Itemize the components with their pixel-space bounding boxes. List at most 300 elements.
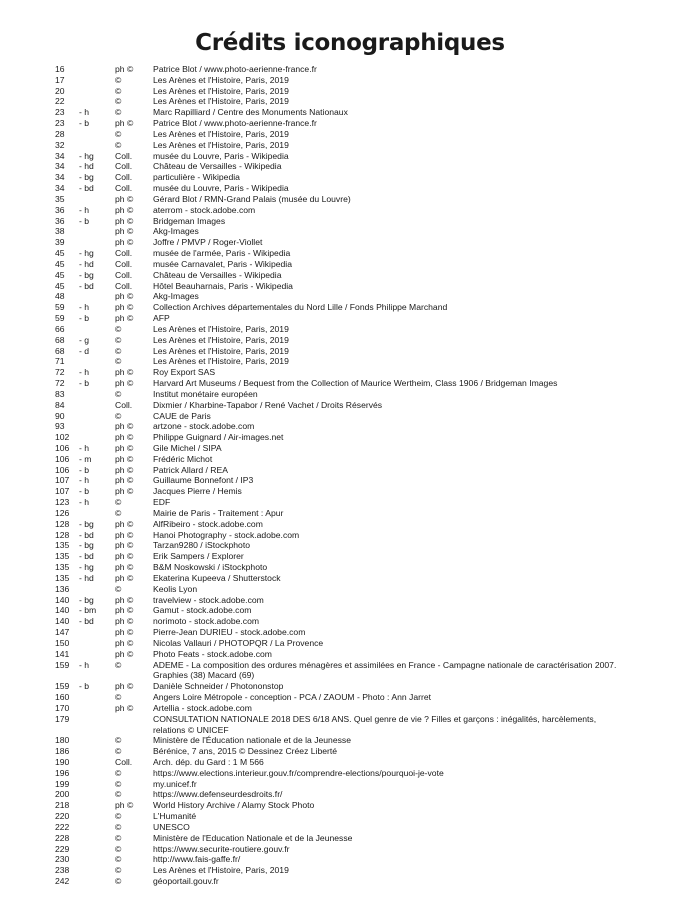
credit-page-number: 141: [55, 648, 70, 659]
credit-row: [55, 183, 655, 194]
credit-page-number: 48: [55, 291, 65, 302]
credit-type: ©: [115, 821, 122, 832]
credit-position: - m: [79, 453, 92, 464]
credit-type: ph ©: [115, 432, 134, 443]
credit-page-number: 35: [55, 193, 65, 204]
credit-source: Les Arènes et l'Histoire, Paris, 2019: [153, 85, 289, 96]
credit-page-number: 16: [55, 64, 65, 74]
credit-row: [55, 291, 655, 302]
credit-type: ph ©: [115, 237, 134, 248]
credit-row: [55, 118, 655, 129]
credit-source: artzone - stock.adobe.com: [153, 421, 255, 432]
credit-type: ©: [115, 659, 122, 670]
credit-type: Coll.: [115, 172, 133, 183]
credit-source: AFP: [153, 313, 170, 324]
credit-type: ph ©: [115, 594, 134, 605]
credit-type: ph ©: [115, 313, 134, 324]
credit-source: EDF: [153, 497, 171, 508]
credit-source: musée de l'armée, Paris - Wikipedia: [153, 248, 291, 259]
credit-source: Keolis Lyon: [153, 583, 198, 594]
credit-row: [55, 389, 655, 400]
credit-type: ph ©: [115, 421, 134, 432]
credit-source: Patrice Blot / www.photo-aerienne-france.fr: [153, 118, 317, 129]
credit-row: [55, 735, 655, 746]
credit-source: Hôtel Beauharnais, Paris - Wikipedia: [153, 280, 293, 291]
credit-row: [55, 627, 655, 638]
credit-row: [55, 605, 655, 616]
credit-row: [55, 281, 655, 292]
credit-source: Les Arènes et l'Histoire, Paris, 2019: [153, 345, 289, 356]
credit-row: [55, 411, 655, 422]
credit-type: ph ©: [115, 291, 134, 302]
credit-row: [55, 107, 655, 118]
credit-row: [55, 378, 655, 389]
credit-page-number: 140: [55, 594, 70, 605]
credit-row: [55, 335, 655, 346]
credit-type: ph ©: [115, 226, 134, 237]
credit-type: ph ©: [115, 302, 134, 313]
credit-type: Coll.: [115, 399, 133, 410]
credit-row: [55, 616, 655, 627]
credit-row: [55, 703, 655, 714]
credit-type: ©: [115, 692, 122, 703]
credit-row: [55, 237, 655, 248]
credit-source: Nicolas Vallauri / PHOTOPQR / La Provence: [153, 637, 324, 648]
credit-source: Joffre / PMVP / Roger-Viollet: [153, 237, 263, 248]
credit-type: ph ©: [115, 464, 134, 475]
credit-row: [55, 811, 655, 822]
credit-row: [55, 194, 655, 205]
credit-source: CAUE de Paris: [153, 410, 211, 421]
credit-source: https://www.defenseurdesdroits.fr/: [153, 789, 283, 800]
credit-page-number: 220: [55, 811, 70, 822]
credit-position: - hd: [79, 161, 94, 172]
credit-source: Institut monétaire européen: [153, 388, 258, 399]
credit-page-number: 123: [55, 497, 70, 508]
credit-type: ©: [115, 767, 122, 778]
credit-source: Frédéric Michot: [153, 453, 213, 464]
credit-position: - h: [79, 659, 90, 670]
credit-row: [55, 530, 655, 541]
credit-position: - b: [79, 681, 90, 692]
credit-page-number: 34: [55, 172, 65, 183]
credit-page-number: 34: [55, 150, 65, 161]
credit-source: musée du Louvre, Paris - Wikipedia: [153, 150, 289, 161]
credit-position: - b: [79, 378, 90, 389]
credit-row: [55, 779, 655, 790]
credit-type: Coll.: [115, 150, 133, 161]
credit-row: [55, 595, 655, 606]
credit-type: ph ©: [115, 572, 134, 583]
credit-source: Erik Sampers / Explorer: [153, 551, 244, 562]
credit-row: [55, 140, 655, 151]
credit-source: my.unicef.fr: [153, 778, 197, 789]
credit-page-number: 106: [55, 453, 70, 464]
credit-type: ©: [115, 74, 122, 85]
credit-source: Philippe Guignard / Air-images.net: [153, 432, 284, 443]
credit-page-number: 107: [55, 486, 70, 497]
credit-source: Dixmier / Kharbine-Tapabor / René Vachet / Droits Réservés: [153, 399, 383, 410]
credit-row: [55, 486, 655, 497]
credit-page-number: 126: [55, 507, 70, 518]
credit-source: musée du Louvre, Paris - Wikipedia: [153, 183, 289, 194]
credit-type: Coll.: [115, 269, 133, 280]
credit-page-number: 222: [55, 821, 70, 832]
credit-page-number: 59: [55, 313, 65, 324]
credit-source: https://www.securite-routiere.gouv.fr: [153, 843, 290, 854]
credit-page-number: 84: [55, 399, 65, 410]
credit-type: ©: [115, 507, 122, 518]
credit-row: [55, 540, 655, 551]
credit-source: Ministère de l'Éducation nationale et de la Jeunesse: [153, 735, 351, 746]
credit-source: Pierre-Jean DURIEU - stock.adobe.com: [153, 627, 306, 638]
credit-position: - h: [79, 367, 90, 378]
credit-row: [55, 421, 655, 432]
credit-source: Les Arènes et l'Histoire, Paris, 2019: [153, 323, 289, 334]
credit-type: Coll.: [115, 161, 133, 172]
credit-source: World History Archive / Alamy Stock Photo: [153, 800, 315, 811]
credit-row: [55, 757, 655, 768]
credit-source: Angers Loire Métropole - conception - PCA / ZAOUM - Photo : Ann Jarret: [153, 692, 431, 703]
credit-position: - hd: [79, 258, 94, 269]
credit-row: [55, 400, 655, 411]
credit-source: Les Arènes et l'Histoire, Paris, 2019: [153, 334, 289, 345]
credit-position: - bg: [79, 518, 94, 529]
credit-source: ADEME - La composition des ordures ménagères et assimilées en France - Campagne nationale de caractérisation 2007. Graphies (38) Macard (69): [153, 659, 617, 681]
credit-position: - hg: [79, 248, 94, 259]
credit-row: [55, 692, 655, 703]
credit-source: Hanoi Photography - stock.adobe.com: [153, 529, 300, 540]
credit-type: ph ©: [115, 215, 134, 226]
credit-page-number: 147: [55, 627, 70, 638]
credit-row: [55, 302, 655, 313]
credit-position: - b: [79, 486, 90, 497]
credit-type: ph ©: [115, 442, 134, 453]
credit-type: ph ©: [115, 637, 134, 648]
credit-type: ph ©: [115, 475, 134, 486]
credit-row: [55, 714, 655, 736]
credit-row: [55, 313, 655, 324]
credit-position: - h: [79, 204, 90, 215]
credit-position: - bd: [79, 280, 94, 291]
credit-type: ph ©: [115, 518, 134, 529]
credit-page-number: 102: [55, 432, 70, 443]
credit-position: - hg: [79, 150, 94, 161]
credit-page-number: 36: [55, 204, 65, 215]
credit-row: [55, 681, 655, 692]
credit-page-number: 106: [55, 442, 70, 453]
credit-row: [55, 226, 655, 237]
credit-source: Akg-Images: [153, 291, 199, 302]
credit-type: ph ©: [115, 800, 134, 811]
credit-type: ph ©: [115, 367, 134, 378]
credit-page-number: 218: [55, 800, 70, 811]
credit-row: [55, 96, 655, 107]
credit-page-number: 196: [55, 767, 70, 778]
credit-type: ph ©: [115, 616, 134, 627]
credit-row: [55, 562, 655, 573]
credit-source: Marc Rapilliard / Centre des Monuments Nationaux: [153, 107, 348, 118]
credit-source: Bridgeman Images: [153, 215, 226, 226]
credit-row: [55, 584, 655, 595]
credit-row: [55, 248, 655, 259]
credit-page-number: 135: [55, 572, 70, 583]
credit-position: - g: [79, 334, 90, 345]
credit-position: - hg: [79, 562, 94, 573]
credit-position: - bm: [79, 605, 97, 616]
credit-page-number: 38: [55, 226, 65, 237]
credit-type: ©: [115, 843, 122, 854]
credit-type: ph ©: [115, 529, 134, 540]
credit-type: ©: [115, 96, 122, 107]
credit-source: Harvard Art Museums / Bequest from the Collection of Maurice Wertheim, Class 1906 / Bridgeman Images: [153, 378, 558, 389]
credit-row: [55, 454, 655, 465]
credit-type: ph ©: [115, 64, 134, 74]
credit-page-number: 107: [55, 475, 70, 486]
credit-page-number: 68: [55, 345, 65, 356]
credit-page-number: 179: [55, 713, 70, 724]
credit-page-number: 72: [55, 378, 65, 389]
credit-row: [55, 259, 655, 270]
credit-page-number: 200: [55, 789, 70, 800]
credit-source: UNESCO: [153, 821, 190, 832]
credit-type: ©: [115, 865, 122, 876]
credit-source: Ministère de l'Education Nationale et de la Jeunesse: [153, 832, 353, 843]
credit-source: Patrick Allard / REA: [153, 464, 228, 475]
credit-position: - h: [79, 497, 90, 508]
credit-type: ph ©: [115, 627, 134, 638]
credit-type: ph ©: [115, 562, 134, 573]
credit-page-number: 186: [55, 746, 70, 757]
credit-page-number: 20: [55, 85, 65, 96]
credit-row: [55, 356, 655, 367]
credit-row: [55, 638, 655, 649]
credit-position: - d: [79, 345, 90, 356]
credit-position: - bg: [79, 540, 94, 551]
credit-position: - bg: [79, 172, 94, 183]
credit-row: [55, 844, 655, 855]
credit-page-number: 230: [55, 854, 70, 865]
credit-page-number: 34: [55, 183, 65, 194]
credit-row: [55, 367, 655, 378]
credit-type: ©: [115, 811, 122, 822]
credit-source: Akg-Images: [153, 226, 199, 237]
credit-type: ©: [115, 789, 122, 800]
credit-row: [55, 551, 655, 562]
credit-source: Château de Versailles - Wikipedia: [153, 269, 282, 280]
credit-source: Gérard Blot / RMN-Grand Palais (musée du Louvre): [153, 193, 351, 204]
credit-row: [55, 172, 655, 183]
credit-row: [55, 161, 655, 172]
credit-page-number: 140: [55, 605, 70, 616]
credit-row: [55, 822, 655, 833]
credit-type: ph ©: [115, 204, 134, 215]
credit-row: [55, 573, 655, 584]
credit-page-number: 36: [55, 215, 65, 226]
credit-page-number: 136: [55, 583, 70, 594]
credit-source: Arch. dép. du Gard : 1 M 566: [153, 757, 264, 767]
credit-page-number: 59: [55, 302, 65, 313]
credit-source: particulière - Wikipedia: [153, 172, 240, 183]
credit-type: ©: [115, 345, 122, 356]
credit-row: [55, 465, 655, 476]
credit-position: - bd: [79, 616, 94, 627]
credit-source: Les Arènes et l'Histoire, Paris, 2019: [153, 128, 289, 139]
credit-page-number: 23: [55, 107, 65, 118]
credit-source: Photo Feats - stock.adobe.com: [153, 648, 272, 659]
credit-type: ©: [115, 746, 122, 757]
credit-row: [55, 746, 655, 757]
credit-type: ©: [115, 388, 122, 399]
credit-source: L'Humanité: [153, 811, 197, 822]
credit-page-number: 22: [55, 96, 65, 107]
credit-source: Les Arènes et l'Histoire, Paris, 2019: [153, 139, 289, 150]
credit-source: Les Arènes et l'Histoire, Paris, 2019: [153, 356, 289, 367]
credit-position: - b: [79, 313, 90, 324]
credit-source: Mairie de Paris - Traitement : Apur: [153, 507, 284, 518]
credit-source: CONSULTATION NATIONALE 2018 DES 6/18 ANS. Quel genre de vie ? Filles et garçons : inégalités, harcèlements, relations © UNICEF: [153, 713, 597, 735]
credit-type: ©: [115, 323, 122, 334]
credit-type: ©: [115, 497, 122, 508]
credit-page-number: 150: [55, 637, 70, 648]
credit-source: https://www.elections.interieur.gouv.fr/comprendre-elections/pourquoi-je-vote: [153, 767, 444, 778]
credit-type: ©: [115, 854, 122, 865]
credit-type: ph ©: [115, 681, 134, 692]
credit-row: [55, 151, 655, 162]
credit-row: [55, 75, 655, 86]
credit-page-number: 199: [55, 778, 70, 789]
credit-page-number: 106: [55, 464, 70, 475]
credit-source: musée Carnavalet, Paris - Wikipedia: [153, 258, 292, 269]
credit-source: norimoto - stock.adobe.com: [153, 616, 260, 627]
credit-page-number: 71: [55, 356, 65, 367]
credit-page-number: 128: [55, 518, 70, 529]
credit-source: aterrom - stock.adobe.com: [153, 204, 256, 215]
credit-page-number: 228: [55, 832, 70, 843]
credit-page-number: 45: [55, 269, 65, 280]
credit-page-number: 128: [55, 529, 70, 540]
credit-source: Château de Versailles - Wikipedia: [153, 161, 282, 172]
credit-row: [55, 205, 655, 216]
credit-row: [55, 216, 655, 227]
credit-row: [55, 346, 655, 357]
credit-row: [55, 660, 655, 682]
credit-type: ©: [115, 876, 122, 887]
credit-row: [55, 129, 655, 140]
credit-page-number: 28: [55, 128, 65, 139]
credit-page-number: 159: [55, 681, 70, 692]
credit-row: [55, 768, 655, 779]
credit-row: [55, 432, 655, 443]
credit-type: ©: [115, 107, 122, 118]
credit-page-number: 23: [55, 118, 65, 129]
credit-page-number: 180: [55, 735, 70, 746]
credit-type: ph ©: [115, 540, 134, 551]
credit-position: - b: [79, 464, 90, 475]
credit-type: Coll.: [115, 757, 133, 767]
credit-source: travelview - stock.adobe.com: [153, 594, 264, 605]
credit-source: Gamut - stock.adobe.com: [153, 605, 252, 616]
credit-position: - b: [79, 118, 90, 129]
credit-type: ph ©: [115, 378, 134, 389]
credit-position: - h: [79, 475, 90, 486]
credit-position: - b: [79, 215, 90, 226]
credit-row: [55, 865, 655, 876]
credit-row: [55, 833, 655, 844]
credit-type: ph ©: [115, 193, 134, 204]
credit-row: [55, 508, 655, 519]
credit-type: ©: [115, 410, 122, 421]
credit-source: Tarzan9280 / iStockphoto: [153, 540, 250, 551]
credit-source: Les Arènes et l'Histoire, Paris, 2019: [153, 74, 289, 85]
credit-page-number: 93: [55, 421, 65, 432]
credit-source: Roy Export SAS: [153, 367, 216, 378]
credit-page-number: 83: [55, 388, 65, 399]
credit-row: [55, 475, 655, 486]
credit-type: ©: [115, 85, 122, 96]
credit-row: [55, 789, 655, 800]
credit-page-number: 140: [55, 616, 70, 627]
credit-page-number: 45: [55, 280, 65, 291]
credit-page-number: 135: [55, 540, 70, 551]
credit-source: http://www.fais-gaffe.fr/: [153, 854, 241, 865]
credit-row: [55, 443, 655, 454]
page-title: Crédits iconographiques: [195, 30, 505, 56]
credit-position: - h: [79, 442, 90, 453]
credit-source: Jacques Pierre / Hemis: [153, 486, 242, 497]
credit-page-number: 68: [55, 334, 65, 345]
credit-page-number: 160: [55, 692, 70, 703]
credit-row: [55, 497, 655, 508]
credit-source: Artellia - stock.adobe.com: [153, 702, 252, 713]
credit-page-number: 34: [55, 161, 65, 172]
credit-position: - bd: [79, 529, 94, 540]
credit-page-number: 45: [55, 248, 65, 259]
credit-source: Collection Archives départementales du Nord Lille / Fonds Philippe Marchand: [153, 302, 448, 313]
credit-position: - h: [79, 107, 90, 118]
credit-page-number: 90: [55, 410, 65, 421]
credit-source: Ekaterina Kupeeva / Shutterstock: [153, 572, 281, 583]
credit-page-number: 242: [55, 876, 70, 887]
credit-source: Gile Michel / SIPA: [153, 442, 222, 453]
credit-row: [55, 800, 655, 811]
credit-type: ph ©: [115, 702, 134, 713]
credit-page-number: 238: [55, 865, 70, 876]
credit-page-number: 229: [55, 843, 70, 854]
credit-type: ©: [115, 778, 122, 789]
credit-page-number: 135: [55, 562, 70, 573]
credit-type: Coll.: [115, 183, 133, 194]
credit-row: [55, 324, 655, 335]
credit-source: Les Arènes et l'Histoire, Paris, 2019: [153, 96, 289, 107]
credit-position: - hd: [79, 572, 94, 583]
credit-type: ph ©: [115, 118, 134, 129]
credit-source: géoportail.gouv.fr: [153, 876, 219, 887]
credit-position: - bg: [79, 269, 94, 280]
credit-type: Coll.: [115, 248, 133, 259]
credit-source: Guillaume Bonnefont / IP3: [153, 475, 254, 486]
credit-row: [55, 649, 655, 660]
credit-page-number: 135: [55, 551, 70, 562]
credit-type: ©: [115, 583, 122, 594]
credit-type: Coll.: [115, 280, 133, 291]
credit-row: [55, 854, 655, 865]
credit-position: - bd: [79, 183, 94, 194]
credit-page-number: 190: [55, 757, 70, 767]
credit-type: ph ©: [115, 605, 134, 616]
credit-type: ph ©: [115, 551, 134, 562]
credit-row: [55, 64, 655, 75]
